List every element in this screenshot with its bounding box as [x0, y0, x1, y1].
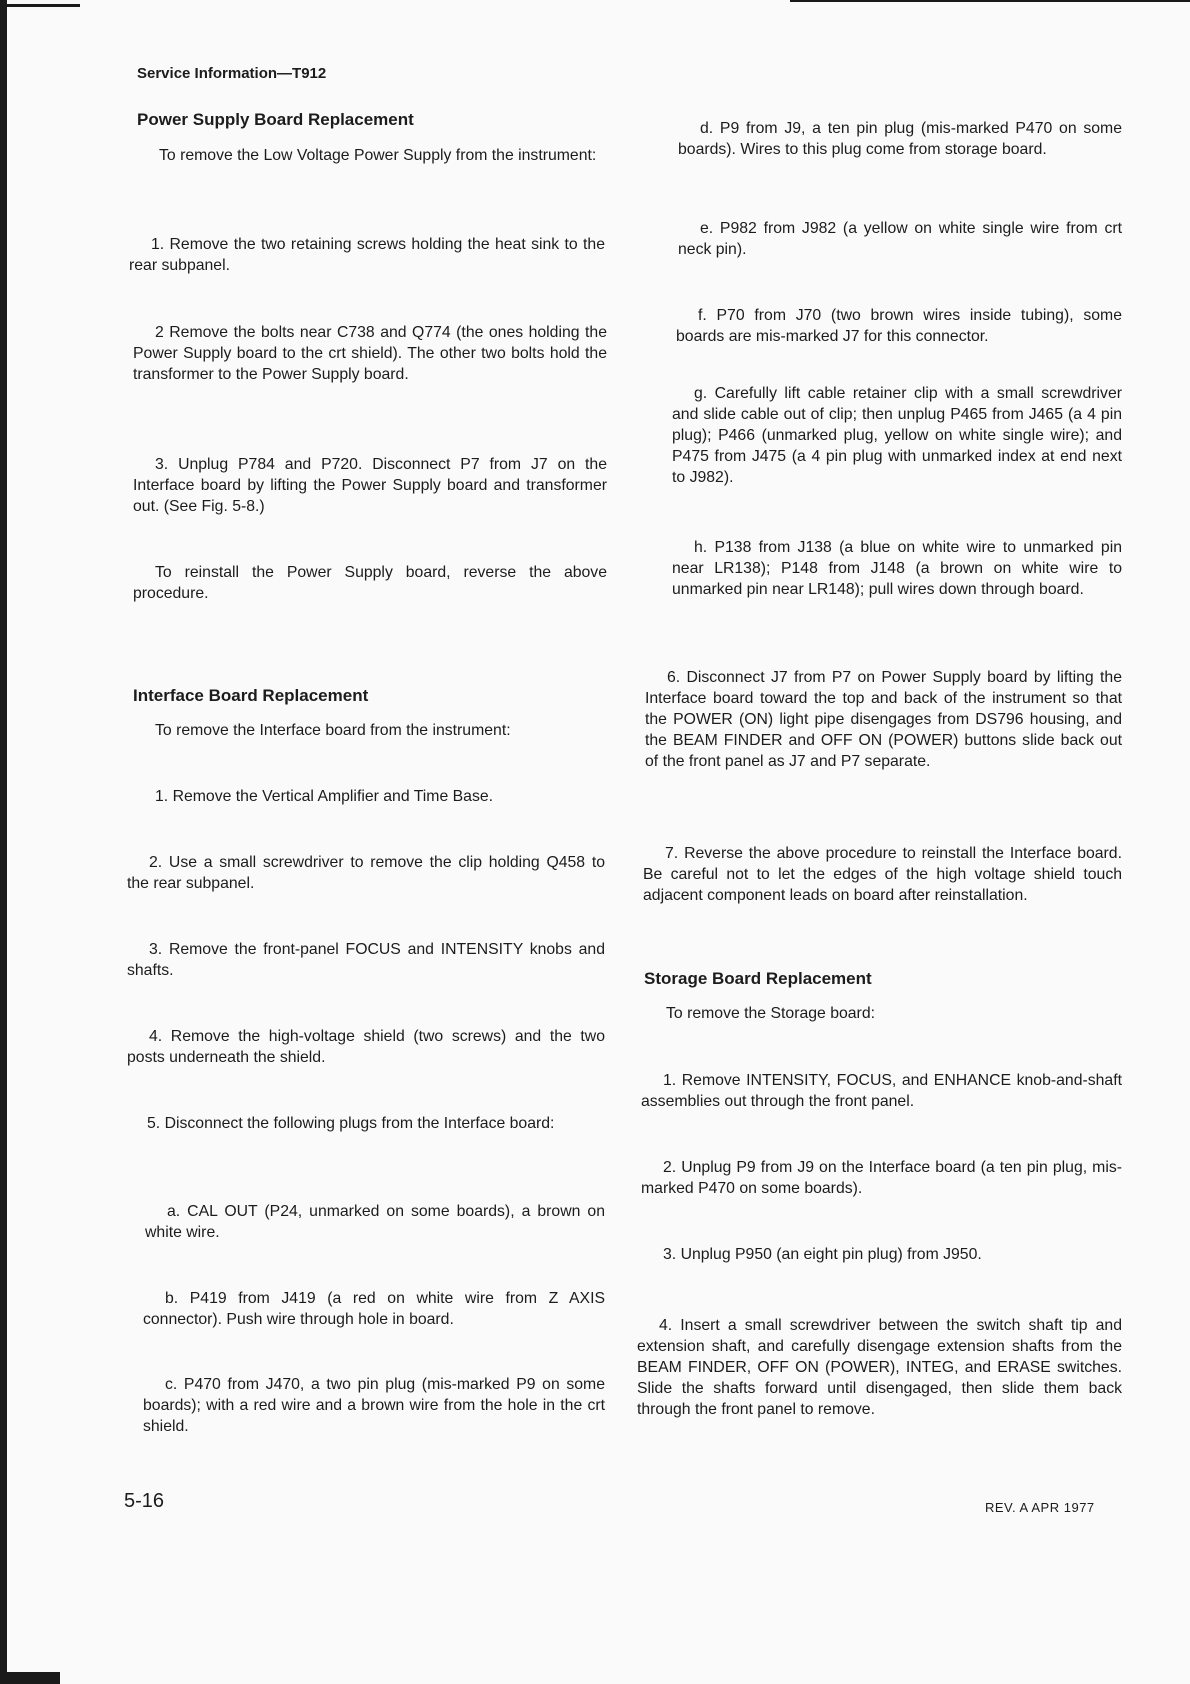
scan-edge-top [790, 0, 1190, 2]
interface-step-1: 1. Remove the Vertical Amplifier and Time Base. [155, 788, 494, 805]
power-supply-intro: To remove the Low Voltage Power Supply from the instrument: [159, 147, 597, 164]
interface-substep-h: h. P138 from J138 (a blue on white wire to unmarked pin near LR138); P148 from J148 (a brown on white wire to unmarked pin near LR148); pull wires down through board. [672, 539, 1122, 598]
revision-date: REV. A APR 1977 [985, 1500, 1095, 1515]
interface-substep-e: e. P982 from J982 (a yellow on white single wire from crt neck pin). [678, 220, 1122, 258]
storage-step-2: 2. Unplug P9 from J9 on the Interface board (a ten pin plug, mis-marked P470 on some boards). [641, 1159, 1122, 1197]
scan-edge-left [0, 0, 7, 1684]
interface-substep-b: b. P419 from J419 (a red on white wire from Z AXIS connector). Push wire through hole in board. [143, 1290, 605, 1328]
power-supply-reinstall: To reinstall the Power Supply board, reverse the above procedure. [133, 564, 607, 602]
interface-heading: Interface Board Replacement [133, 686, 369, 705]
running-head: Service Information—T912 [137, 65, 327, 82]
power-supply-step-2: 2 Remove the bolts near C738 and Q774 (the ones holding the Power Supply board to the crt shield). The other two bolts hold the transformer to the Power Supply board. [133, 324, 607, 383]
scan-edge-corner [0, 4, 80, 7]
storage-step-4: 4. Insert a small screwdriver between the switch shaft tip and extension shaft, and carefully disengage extension shafts from the BEAM FINDER, OFF ON (POWER), INTEG, and ERASE switches. Slide the shafts forward until disengaged, then slide them back through the front panel to remove. [637, 1317, 1122, 1418]
power-supply-heading: Power Supply Board Replacement [137, 110, 414, 129]
interface-substep-c: c. P470 from J470, a two pin plug (mis-marked P9 on some boards); with a red wire and a brown wire from the hole in the crt shield. [143, 1376, 605, 1435]
scan-edge-bottom [0, 1672, 60, 1684]
storage-step-1: 1. Remove INTENSITY, FOCUS, and ENHANCE knob-and-shaft assemblies out through the front panel. [641, 1072, 1122, 1110]
power-supply-step-3: 3. Unplug P784 and P720. Disconnect P7 from J7 on the Interface board by lifting the Power Supply board and transformer out. (See Fig. 5-8.) [133, 456, 607, 515]
interface-substep-d: d. P9 from J9, a ten pin plug (mis-marked P470 on some boards). Wires to this plug come from storage board. [678, 120, 1122, 158]
interface-substep-g: g. Carefully lift cable retainer clip with a small screwdriver and slide cable out of clip; then unplug P465 from J465 (a 4 pin plug); P466 (unmarked plug, yellow on white single wire); and P475 from J475 (a 4 pin plug with unmarked index at end next to J982). [672, 385, 1122, 486]
interface-step-7: 7. Reverse the above procedure to reinstall the Interface board. Be careful not to let the edges of the high voltage shield touch adjacent component leads on board after reinstallation. [643, 845, 1122, 904]
interface-intro: To remove the Interface board from the instrument: [155, 722, 511, 739]
power-supply-step-1: 1. Remove the two retaining screws holding the heat sink to the rear subpanel. [129, 236, 605, 274]
interface-substep-f: f. P70 from J70 (two brown wires inside tubing), some boards are mis-marked J7 for this connector. [676, 307, 1122, 345]
interface-step-3: 3. Remove the front-panel FOCUS and INTENSITY knobs and shafts. [127, 941, 605, 979]
interface-step-4: 4. Remove the high-voltage shield (two screws) and the two posts underneath the shield. [127, 1028, 605, 1066]
interface-substep-a: a. CAL OUT (P24, unmarked on some boards), a brown on white wire. [145, 1203, 605, 1241]
page-number: 5-16 [124, 1490, 165, 1512]
storage-step-3: 3. Unplug P950 (an eight pin plug) from J950. [663, 1246, 982, 1263]
interface-step-2: 2. Use a small screwdriver to remove the clip holding Q458 to the rear subpanel. [127, 854, 605, 892]
storage-intro: To remove the Storage board: [666, 1005, 875, 1022]
interface-step-5: 5. Disconnect the following plugs from the Interface board: [147, 1115, 555, 1132]
storage-heading: Storage Board Replacement [644, 969, 872, 988]
interface-step-6: 6. Disconnect J7 from P7 on Power Supply board by lifting the Interface board toward the top and back of the instrument so that the POWER (ON) light pipe disengages from DS796 housing, and the BEAM FINDER and OFF ON (POWER) buttons slide back out of the front panel as J7 and P7 separate. [645, 669, 1122, 770]
